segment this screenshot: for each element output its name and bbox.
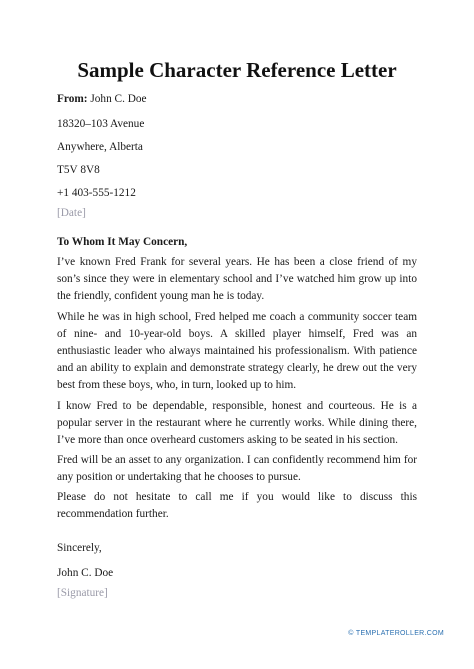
closing: Sincerely, xyxy=(57,542,102,554)
from-label: From: xyxy=(57,93,88,105)
date-placeholder: [Date] xyxy=(57,207,86,219)
sender-phone: +1 403-555-1212 xyxy=(57,187,136,199)
salutation: To Whom It May Concern, xyxy=(57,236,188,248)
signature-placeholder: [Signature] xyxy=(57,587,108,599)
footer-link[interactable]: © TEMPLATEROLLER.COM xyxy=(348,630,444,637)
sender-name: John C. Doe xyxy=(90,93,147,105)
from-line xyxy=(57,92,147,107)
body-paragraph-1: I’ve known Fred Frank for several years. He has been a close friend of my son’s since they were in elementary school and I’ve watched him grow up into the friendly, confident young man he is today. xyxy=(57,256,417,302)
sender-postal-code: T5V 8V8 xyxy=(57,164,100,176)
page-title: Sample Character Reference Letter xyxy=(77,58,397,82)
sender-address-line2: Anywhere, Alberta xyxy=(57,141,143,153)
signer-name: John C. Doe xyxy=(57,567,114,579)
body-paragraph-3: I know Fred to be dependable, responsible, honest and courteous. He is a popular server in the restaurant where he currently works. While dining there, I’ve more than once overheard customers asking to be seated in his section. xyxy=(57,400,417,446)
body-paragraph-4: Fred will be an asset to any organization. I can confidently recommend him for any position or undertaking that he chooses to pursue. xyxy=(57,454,417,483)
sender-address-line1: 18320–103 Avenue xyxy=(57,118,145,130)
body-paragraph-5: Please do not hesitate to call me if you would like to discuss this recommendation further. xyxy=(57,491,417,520)
body-paragraph-2: While he was in high school, Fred helped me coach a community soccer team of nine- and 10-year-old boys. A skilled player himself, Fred was an enthusiastic leader who always maintained his professionalism. With patience and an ability to explain and demonstrate strategy clearly, he drew out the very best from these boys, who, in turn, looked up to him. xyxy=(57,311,417,391)
